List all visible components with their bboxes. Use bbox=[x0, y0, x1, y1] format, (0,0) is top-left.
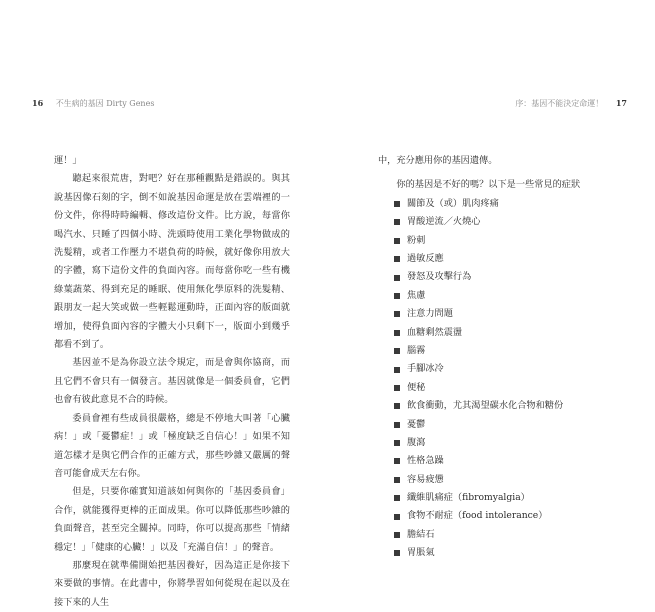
right-page-number: 17 bbox=[615, 98, 627, 108]
square-bullet-icon bbox=[394, 385, 400, 391]
list-item: 粉刺 bbox=[394, 232, 608, 250]
right-page-header bbox=[515, 98, 627, 109]
square-bullet-icon bbox=[394, 330, 400, 336]
list-item: 血糖剩然震盪 bbox=[394, 324, 608, 342]
list-item: 憂鬱 bbox=[394, 416, 608, 434]
square-bullet-icon bbox=[394, 550, 400, 556]
left-page-body bbox=[54, 152, 290, 612]
list-item: 性格急躁 bbox=[394, 452, 608, 470]
square-bullet-icon bbox=[394, 311, 400, 317]
list-item: 腦霧 bbox=[394, 342, 608, 360]
left-page-header bbox=[32, 98, 154, 109]
square-bullet-icon bbox=[394, 256, 400, 262]
list-item: 食物不耐症（food intolerance） bbox=[394, 507, 608, 525]
symptom-list-lead: 你的基因是不好的嗎？以下是一些常見的症狀 bbox=[396, 179, 581, 191]
square-bullet-icon bbox=[394, 532, 400, 538]
square-bullet-icon bbox=[394, 403, 400, 409]
list-item: 發怒及攻擊行為 bbox=[394, 268, 608, 286]
paragraph: 那麼現在就準備開始把基因養好，因為這正是你接下來要做的事情。在此書中，你將學習如何從現在起以及在接下來的人生 bbox=[54, 559, 290, 608]
square-bullet-icon bbox=[394, 440, 400, 446]
square-bullet-icon bbox=[394, 477, 400, 483]
right-page-body bbox=[378, 152, 608, 563]
paragraph: 委員會裡有些成員很嚴格，總是不停地大叫著「心臟病！」或「憂鬱症！」或「極度缺乏自信心！」如果不知道怎樣才是與它們合作的正確方式，那些吵雜又嚴厲的聲音可能會成天左右你。 bbox=[54, 412, 290, 479]
symptom-list bbox=[394, 195, 608, 563]
paragraph: 運！」 bbox=[54, 155, 82, 166]
list-item: 過敏反應 bbox=[394, 250, 608, 268]
square-bullet-icon bbox=[394, 348, 400, 354]
paragraph: 但是，只要你確實知道該如何與你的「基因委員會」合作，就能獲得更棒的正面成果。你可以降低那些吵雜的負面聲音，甚至完全關掉。同時，你可以提高那些「情緒穩定！」「健康的心臟！」以及「充滿自信！」的聲音。 bbox=[54, 486, 290, 553]
square-bullet-icon bbox=[394, 293, 400, 299]
continuation-text: 中，充分應用你的基因遺傳。 bbox=[378, 155, 498, 166]
list-item: 胃酸逆流／火燒心 bbox=[394, 213, 608, 231]
right-running-title: 序：基因不能決定命運！ bbox=[515, 99, 604, 108]
square-bullet-icon bbox=[394, 275, 400, 281]
list-item: 關節及（或）肌肉疼痛 bbox=[394, 195, 608, 213]
paragraph: 聽起來很荒唐，對吧？好在那種觀點是錯誤的。與其說基因像石刻的字，倒不如說基因命運是放在雲端裡的一份文件，你得時時編輯、修改這份文件。比方說，每當你喝汽水、只睡了四個小時、洗頭時使用工業化學物做成的洗髮精，或者工作壓力不堪負荷的時候，就好像你用放大的字體，寫下這份文件的負面內容。而每當你吃一些有機綠葉蔬菜、得到充足的睡眠、使用無化學原料的洗髮精、跟朋友一起大笑或做一些輕鬆運動時，正面內容的版面就增加，使得負面內容的字體大小只剩下一，版面小到幾乎都看不到了。 bbox=[54, 173, 290, 351]
list-item: 手腳冰冷 bbox=[394, 360, 608, 378]
square-bullet-icon bbox=[394, 422, 400, 428]
square-bullet-icon bbox=[394, 495, 400, 501]
list-item: 注意力問題 bbox=[394, 305, 608, 323]
list-item: 便秘 bbox=[394, 379, 608, 397]
list-item: 胃脹氣 bbox=[394, 544, 608, 562]
paragraph: 基因並不是為你設立法令規定，而是會與你協商，而且它們不會只有一個發言。基因就像是一個委員會，它們也會有彼此意見不合的時候。 bbox=[54, 357, 290, 406]
list-item: 纖維肌痛症（fibromyalgia） bbox=[394, 489, 608, 507]
list-item: 腹瀉 bbox=[394, 434, 608, 452]
left-running-title: 不生病的基因 Dirty Genes bbox=[55, 99, 155, 108]
left-page-number: 16 bbox=[32, 98, 44, 108]
list-item: 膽結石 bbox=[394, 526, 608, 544]
list-item: 容易疲憊 bbox=[394, 471, 608, 489]
square-bullet-icon bbox=[394, 514, 400, 520]
list-item: 焦慮 bbox=[394, 287, 608, 305]
square-bullet-icon bbox=[394, 238, 400, 244]
square-bullet-icon bbox=[394, 219, 400, 225]
square-bullet-icon bbox=[394, 458, 400, 464]
square-bullet-icon bbox=[394, 367, 400, 373]
list-item: 飲食衝動，尤其渴望碳水化合物和糖份 bbox=[394, 397, 608, 415]
square-bullet-icon bbox=[394, 201, 400, 207]
